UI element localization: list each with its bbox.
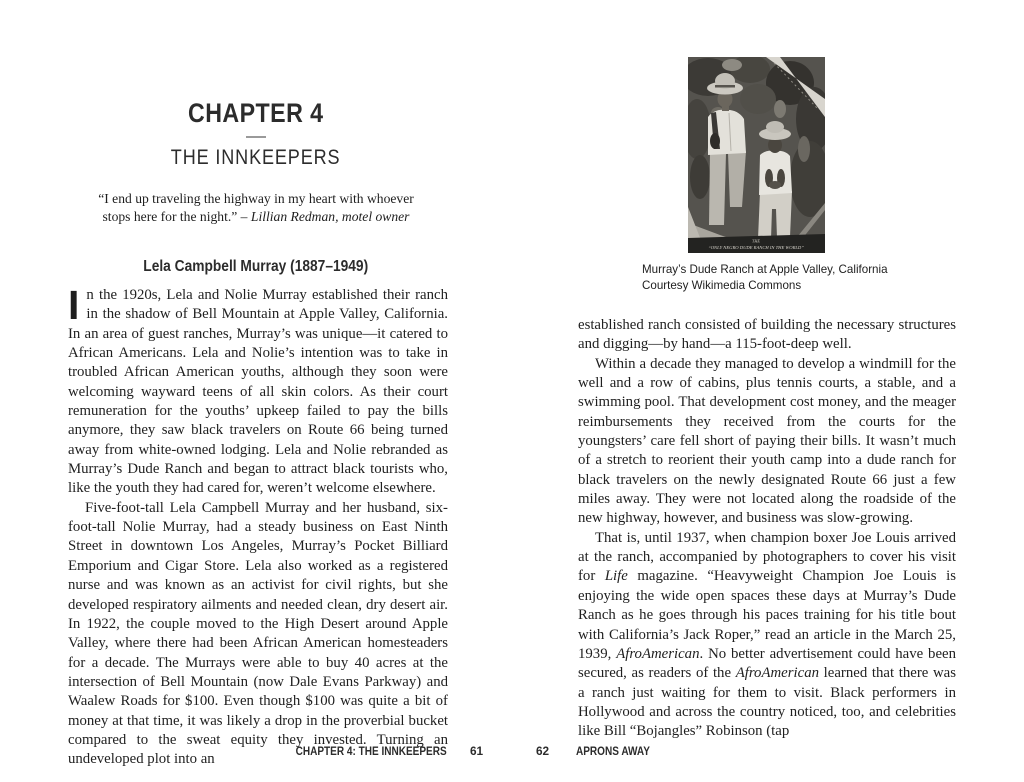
paragraph: established ranch consisted of building the necessary structures and digging—by hand—a 115-foot-deep well.: [578, 317, 956, 353]
photo-sign-line1: THE: [752, 238, 760, 244]
paragraph: In the 1920s, Lela and Nolie Murray established their ranch in the shadow of Bell Mountain at Apple Valley, California. In an area of guest ranches, Murray’s was unique—it catered to African Americans. Lela and Nolie’s intention was to take in troubled African American youths, although they soon were welcoming wayward teens of all skin colors. As their court remuneration for the youths’ upkeep failed to pay the bills anymore, they saw black travelers on Route 66 being turned away from white-owned lodging. Lela and Nolie rebranded as Murray’s Dude Ranch and began to attract black tourists who, like the youth they had cared for, weren’t welcome elsewhere.: [68, 282, 448, 497]
ranch-photograph: [688, 57, 825, 253]
quote-line1: “I end up traveling the highway in my heart with whoever: [98, 191, 414, 206]
left-body-text: [68, 282, 448, 770]
section-heading: Lela Campbell Murray (1887–1949): [143, 258, 369, 275]
photo-caption-line2: Courtesy Wikimedia Commons: [642, 279, 802, 292]
right-running-footer: APRONS AWAY: [576, 744, 650, 758]
drop-cap: I: [68, 282, 80, 328]
paragraph: That is, until 1937, when champion boxer Joe Louis arrived at the ranch, accompanied by photographers to cover his visit for Life magazine. “Heavyweight Champion Joe Louis is enjoying the wide open spaces these days at Murray’s Dude Ranch as he goes through his paces training for his title bout with California’s Jack Roper,” read an article in the March 25, 1939, AfroAmerican. No better advertisement could have been secured, as readers of the AfroAmerican learned that there was a ranch just waiting for them to visit. Black performers in Hollywood and across the country noticed, too, and celebrities like Bill “Bojangles” Robinson (tap: [578, 529, 957, 740]
quote-attribution: Lillian Redman, motel owner: [250, 208, 410, 224]
paragraph: Five-foot-tall Lela Campbell Murray and her husband, six-foot-tall Nolie Murray, had a steady business on East Ninth Street in downtown Los Angeles, Murray’s Pocket Billiard Emporium and Cigar Store. Lela also worked as a registered nurse and was known as an activist for civil rights, but she developed respiratory ailments and needed clean, dry desert air. In 1922, the couple moved to the High Desert around Apple Valley, where there had been African American homesteaders for a decade. The Murrays were able to buy 40 acres at the intersection of Bell Mountain (now Dale Evans Parkway) and Waalew Roads for $100. Even though $100 was quite a bit of money at that time, it was likely a drop in the proverbial bucket compared to the sweat equity they invested. Turning an undeveloped plot into an: [68, 499, 448, 768]
ranch-photo-illustration: [688, 57, 825, 253]
photo-caption-line1: Murray’s Dude Ranch at Apple Valley, California: [642, 263, 888, 276]
right-page-number: 62: [536, 744, 550, 758]
chapter-number-label: CHAPTER 4: [188, 98, 324, 128]
quote-line2: stops here for the night.” –: [102, 208, 251, 224]
photo-sign-line2: “ONLY NEGRO DUDE RANCH IN THE WORLD”: [708, 245, 804, 250]
chapter-divider-rule: [246, 136, 266, 138]
paragraph: Within a decade they managed to develop a windmill for the well and a row of cabins, plus tennis courts, a stable, and a swimming pool. That development cost money, and the meager reimbursements they received from the courts for the youngsters’ care fell short of paying their bills. It wasn’t much of a stretch to reorient their youth camp into a dude ranch for black travelers on the newly designated Route 66 just a few miles away. They were not located along the roadside of the new highway, however, and business was slow-growing.: [578, 355, 956, 527]
chapter-heading: [0, 98, 512, 170]
left-running-footer: CHAPTER 4: THE INNKEEPERS: [296, 744, 447, 758]
epigraph-quote: [66, 190, 446, 225]
right-page: [512, 0, 1024, 782]
photo-caption: [642, 262, 902, 294]
right-body-text: [578, 316, 956, 742]
left-page-number: 61: [470, 744, 484, 758]
chapter-title: THE INNKEEPERS: [171, 146, 341, 169]
